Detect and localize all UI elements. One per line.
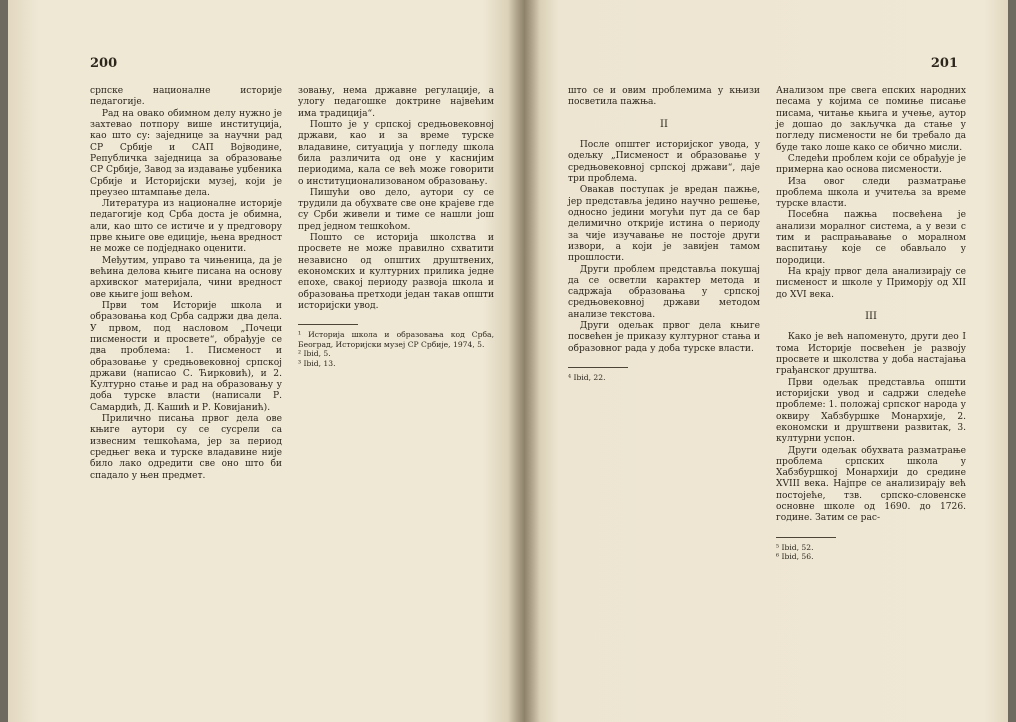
- paragraph: Иза овог следи разматрање проблема школа и учитеља за време турске власти.: [776, 176, 966, 210]
- paragraph: Пошто се историја школства и просвете не може правилно схватити независно од општих друштвених, економских и културних прилика једне епохе, свакој периоду развоја школа и образовања претходи један такав општи историјски увод.: [298, 233, 494, 311]
- page-number-left: 200: [90, 56, 118, 71]
- section-number: II: [660, 118, 668, 130]
- paragraph: Следећи проблем који се обрађује је примерна као основа писмености.: [776, 153, 966, 176]
- paragraph: Како је већ напоменуто, други део I тома Историје посвећен је развоју просвете и школства у доба настајања грађанског друштва.: [776, 332, 966, 377]
- paragraph: Пишући ово дело, аутори су се трудили да обухвате све оне крајеве где су Срби живели и тиме се нашли још пред једном тешкоћом.: [298, 187, 494, 232]
- page-number-right: 201: [930, 56, 958, 71]
- footnote-divider: [776, 537, 836, 538]
- footnote: ⁶ Ibid, 56.: [776, 552, 814, 562]
- left-page: [8, 0, 524, 722]
- right-page-column-2: [776, 86, 966, 562]
- section-number: III: [865, 310, 877, 322]
- footnote: ¹ Историја школа и образовања код Срба, Београд, Историјски музеј СР Србије, 1974, 5.: [298, 330, 494, 349]
- paragraph: Други одељак обухвата разматрање проблема српских школа у Хабзбуршкој Монархији до средине XVIII века. Најпре се анализирају већ постојеће, тзв. српско-словенске основне школе од 1690. до 1726. године. Затим се рас-: [776, 445, 966, 524]
- paragraph: Рад на овако обимном делу нужно је захтевао потпору више институција, као што су: заједнице за научни рад СР Србије и САП Војводине, Републичка заједница за образовање СР Србије, Завод за издавање уџбеника Србије и Историјски музеј, који је преузео штампање дела.: [90, 108, 282, 198]
- footnote: ² Ibid, 5.: [298, 349, 331, 359]
- paragraph: Литература из националне историје педагогије код Срба доста је обимна, али, као што се истиче и у предговору прве књиге ове едиције, њена вредност не може се подједнако оценити.: [90, 199, 282, 255]
- paragraph: српске националне историје педагогије.: [90, 86, 282, 108]
- paragraph: Пошто је у српској средњовековној држави, као и за време турске владавине, ситуација у погледу школа била различита од оне у каснијим периодима, кала се већ може говорити о институционализованом образовању.: [298, 119, 494, 187]
- paragraph: Први том Историје школа и образовања код Срба садржи два дела. У првом, под насловом „Почеци писмености и просвете“, обрађује се два проблема: 1. Писменост и образовање у средњовековној српској држави (написао С. Ћирковић), и 2. Културно стање и рад на образовању у доба турске власти (написали Р. Самардић, Д. Кашић и Р. Ковијанић).: [90, 300, 282, 413]
- paragraph: Други проблем представља покушај да се осветли карактер метода и садржаја образовања у српској средњовековној држави методом анализе текстова.: [568, 264, 760, 320]
- footnote: ⁵ Ibid, 52.: [776, 542, 814, 552]
- left-page-column-2: [298, 86, 494, 368]
- paragraph: Прилично писања првог дела ове књиге аутори су се сусрели са извесним тешкоћама, јер за период средњег века и турске владавине није било лако одредити све оно што би спадало у њен предмет.: [90, 414, 282, 481]
- footnote: ⁴ Ibid, 22.: [568, 373, 606, 382]
- paragraph: Посебна пажња посвећена је анализи моралног система, а у вези с тим и распрањавање о моралном васпитању које се обављало у породици.: [776, 210, 966, 266]
- paragraph: зовању, нема државне регулације, а улогу педагошке доктрине највећим има традиција“.: [298, 86, 494, 119]
- paragraph: Међутим, управо та чињеница, да је већина делова књиге писана на основу архивског материјала, чини вредност ове књиге још већом.: [90, 255, 282, 300]
- paragraph: После општег историјског увода, у одељку „Писменост и образовање у средњовековној српској држави“, даје три проблема.: [568, 140, 760, 184]
- paragraph: Анализом пре свега епских народних песама у којима се помиње писање писама, читање књига и учење, аутор је дошао до закључка да стање у погледу писмености не би требало да буде тако лоше како се обично мисли.: [776, 86, 966, 153]
- footnote-divider: [298, 324, 358, 325]
- paragraph: Други одељак првог дела књиге посвећен је приказу културног стања и образовног рада у доба турске власти.: [568, 321, 760, 354]
- footnote: ³ Ibid, 13.: [298, 358, 336, 368]
- paragraph: На крају првог дела анализирају се писменост и школе у Приморју од XII до XVI века.: [776, 267, 966, 300]
- right-page: [524, 0, 1008, 722]
- right-page-column-1: [568, 86, 760, 382]
- paragraph: Овакав поступак је вредан пажње, јер представља једино научно решење, односно једини могући пут да се бар делимично открије истина о периоду за чије изучавање не постоје други извори, а који је завијен тамом прошлости.: [568, 185, 760, 264]
- paragraph: Први одељак представља општи историјски увод и садржи следеће проблеме: 1. положај српског народа у оквиру Хабзбуршке Монархије, 2. економски и друштвени развитак, 3. културни успон.: [776, 377, 966, 445]
- paragraph: што се и овим проблемима у књизи посветила пажња.: [568, 86, 760, 108]
- footnote-divider: [568, 367, 628, 368]
- left-page-column-1: [90, 86, 282, 482]
